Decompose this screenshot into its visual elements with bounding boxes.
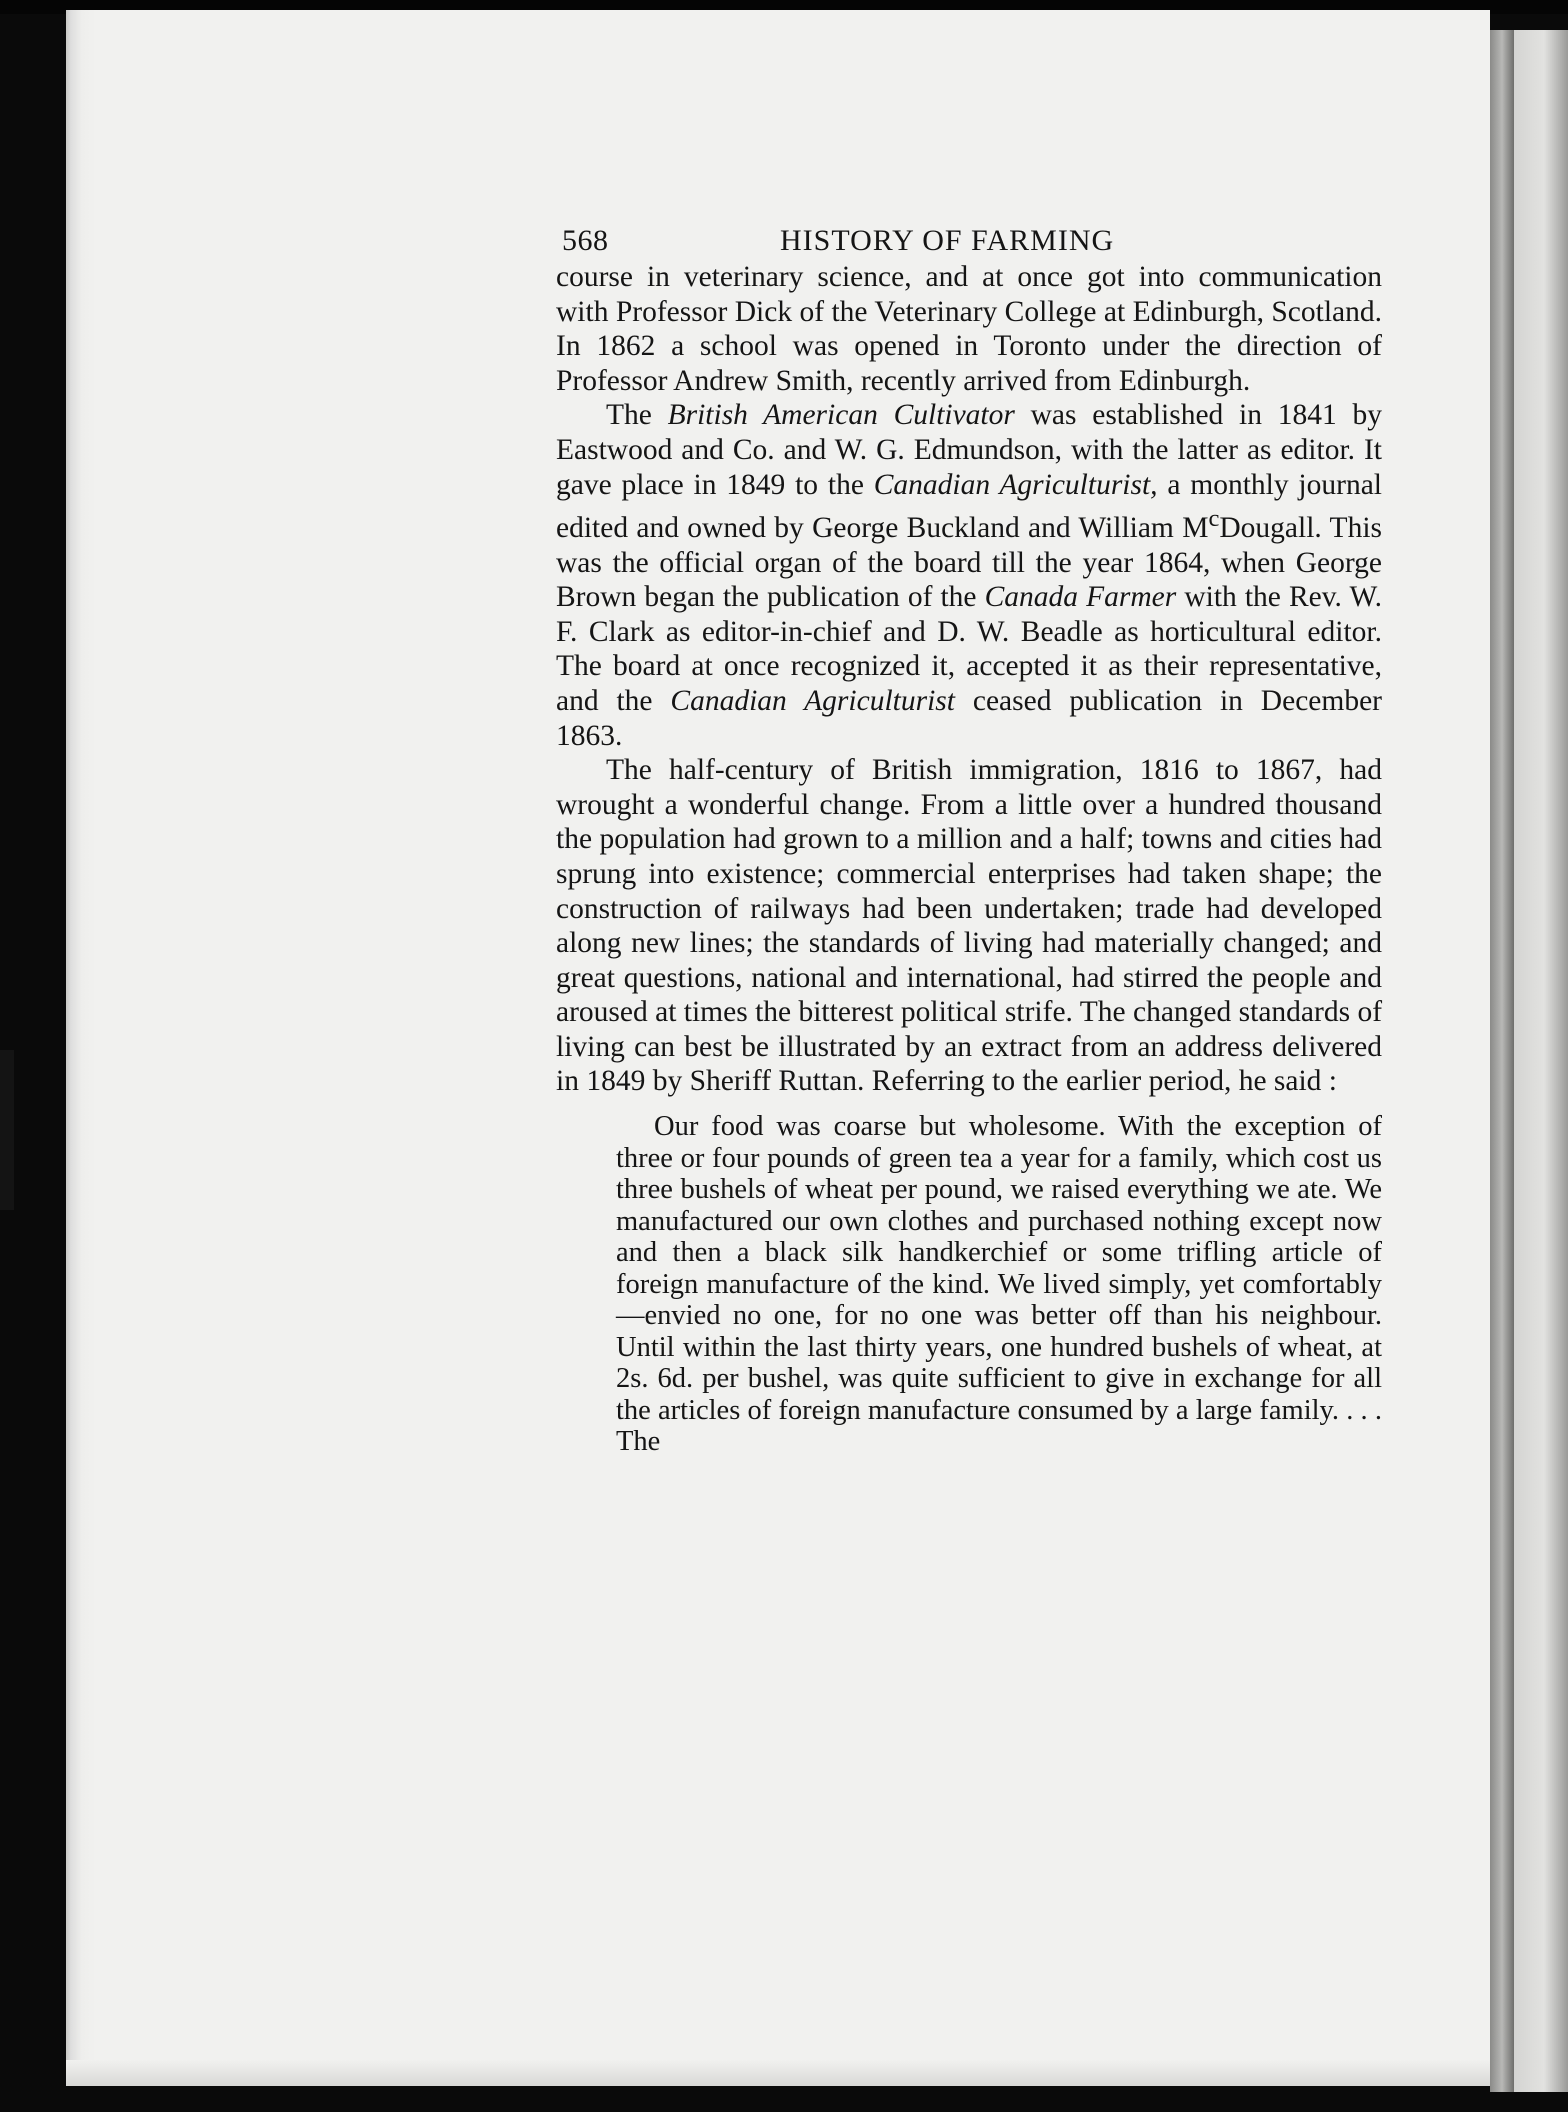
page-header — [556, 212, 1382, 260]
page-edge-shadow — [1490, 30, 1514, 2092]
text-run: a monthly journal edited and owned by George Buckland and William M — [556, 468, 1382, 544]
text-run: was established in 1841 by Eastwood and Co. and W. G. Edmundson, with the latter as editor. It gave place in 1849 to the — [556, 399, 1382, 501]
paragraph-agricultural-journals — [556, 398, 1382, 753]
running-title: HISTORY OF FARMING — [780, 224, 1115, 257]
underlying-pages — [1514, 30, 1568, 2092]
text-run: The — [606, 399, 668, 432]
text-run: ceased publication in December 1863. — [556, 684, 1382, 752]
page-text-block — [556, 212, 1382, 1458]
page-gutter-shadow — [66, 10, 96, 2086]
page-number: 568 — [562, 224, 609, 257]
paragraph-veterinary-school: course in veterinary science, and at once got into communication with Professor Dick of the Veterinary College at Edinburgh, Scotland. In 1862 a school was opened in Toronto under the direction of Professor Andrew Smith, recently arrived from Edinburgh. — [556, 261, 1382, 397]
page-bottom-edge — [66, 2060, 1490, 2086]
journal-title: Canadian Agriculturist, — [873, 468, 1158, 501]
paragraph-immigration-change: The half-century of British immigration, 1816 to 1867, had wrought a wonderful change. From a little over a hundred thousand the population had grown to a million and a half; towns and cities had sprung into existence; commercial enterprises had taken shape; the construction of railways had been undertaken; trade had developed along new lines; the standards of living had materially changed; and great questions, national and international, had stirred the people and aroused at times the bitterest political strife. The changed standards of living can best be illustrated by an extract from an address delivered in 1849 by Sheriff Ruttan. Referring to the earlier period, he said : — [556, 754, 1383, 1098]
text-run: with the Rev. W. F. Clark as editor-in-chief and D. W. Beadle as horticultural editor. The board at once recognized it, accepted it as their representative, and the — [556, 581, 1382, 717]
superscript-c: c — [1208, 505, 1220, 533]
binding-mark — [0, 1050, 14, 1210]
journal-title: Canada Farmer — [984, 581, 1177, 614]
text-run: Dougall. This was the official organ of the board till the year 1864, when George Brown began the publication of the — [556, 511, 1382, 614]
journal-title: Canadian Agriculturist — [670, 684, 955, 717]
journal-title: British American Cultivator — [667, 399, 1015, 432]
block-quote-ruttan: Our food was coarse but wholesome. With the exception of three or four pounds of green tea a year for a family, which cost us three bushels of wheat per pound, we raised everything we ate. We manufactured our own clothes and purchased nothing except now and then a black silk handkerchief or some trifling article of foreign manufacture of the kind. We lived simply, yet comfortably—envied no one, for no one was better off than his neighbour. Until within the last thirty years, one hundred bushels of wheat, at 2s. 6d. per bushel, was quite sufficient to give in exchange for all the articles of foreign manufacture consumed by a large family. . . . The — [616, 1111, 1382, 1458]
